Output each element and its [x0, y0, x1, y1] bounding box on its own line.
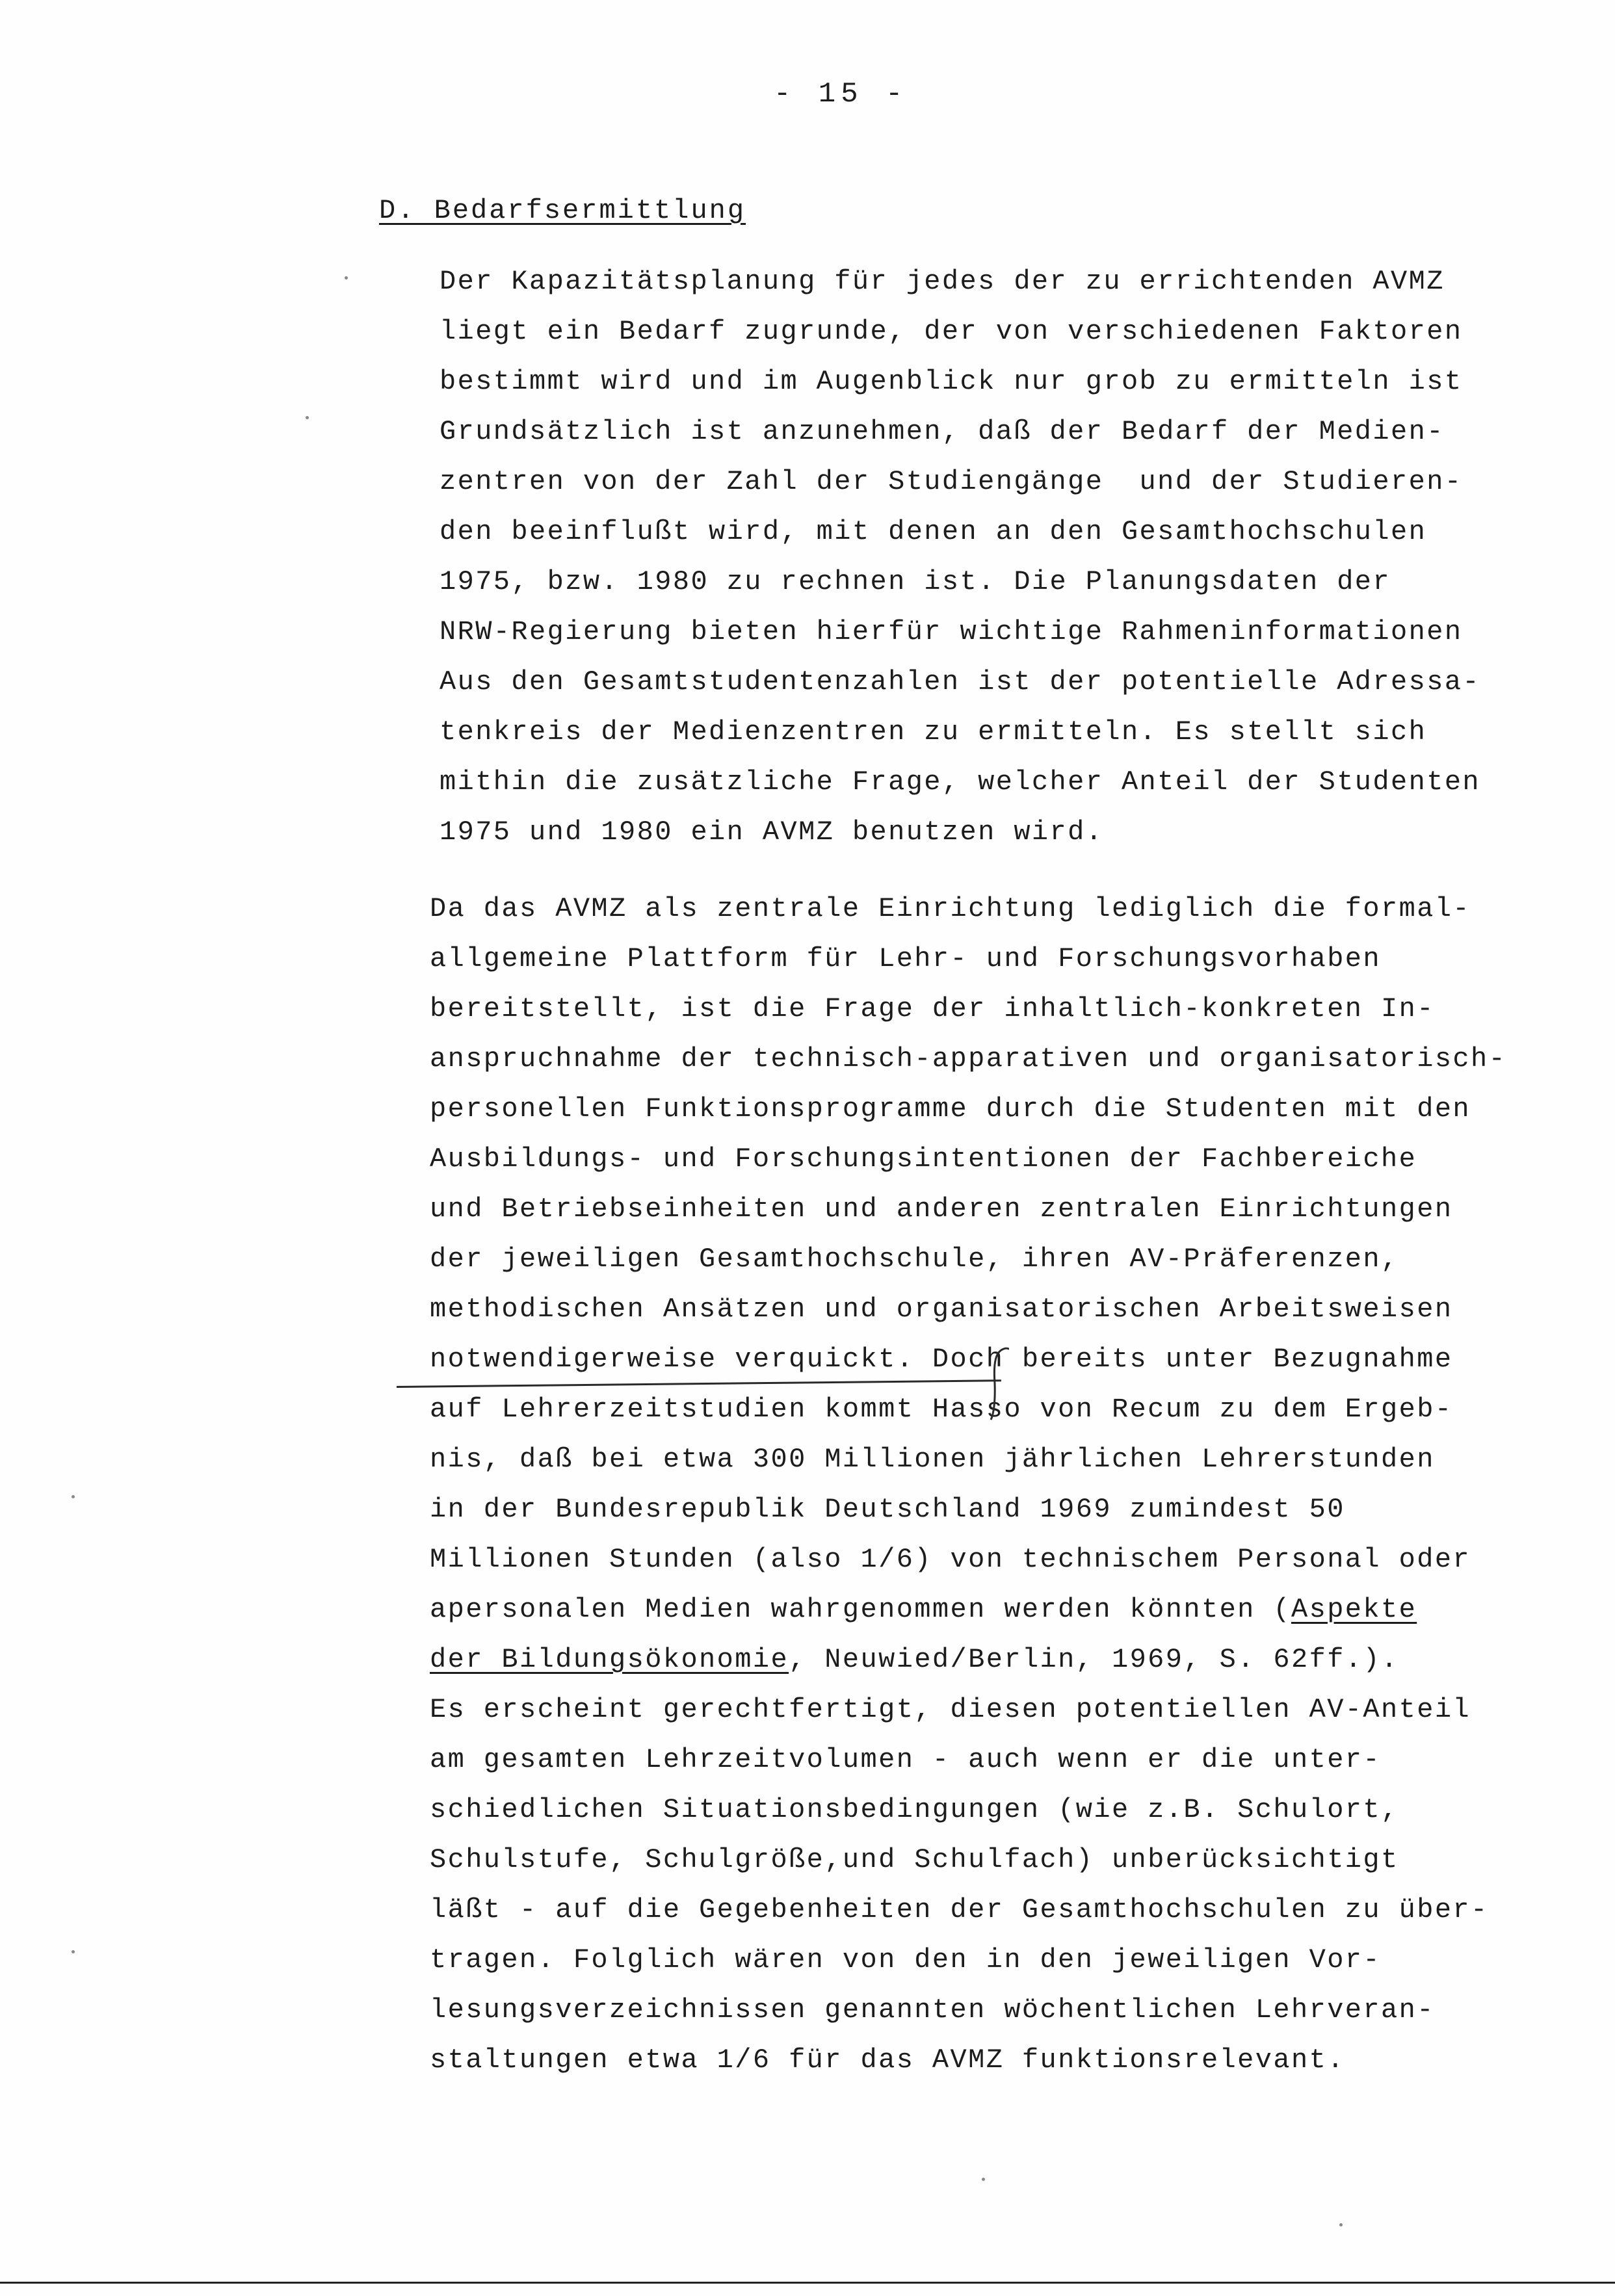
text-line: personellen Funktionsprogramme durch die Studenten mit den	[430, 1093, 1471, 1125]
section-heading	[379, 195, 746, 226]
text-line: Da das AVMZ als zentrale Einrichtung lediglich die formal-	[430, 893, 1471, 924]
text-line: bereitstellt, ist die Frage der inhaltlich-konkreten In-	[430, 993, 1435, 1024]
paragraph-capacity-planning	[440, 257, 1615, 857]
text-line: und Betriebseinheiten und anderen zentralen Einrichtungen	[430, 1194, 1453, 1225]
bottom-rule	[0, 2282, 1615, 2284]
pencil-bracket-mark	[990, 1344, 1009, 1422]
text-line: zentren von der Zahl der Studiengänge und der Studieren-	[440, 466, 1463, 497]
text-line: 1975, bzw. 1980 zu rechnen ist. Die Planungsdaten der	[440, 566, 1391, 597]
citation-title-part2: der Bildungsökonomie	[430, 1644, 789, 1675]
text-line: Grundsätzlich ist anzunehmen, daß der Bedarf der Medien-	[440, 416, 1445, 447]
citation-line	[430, 1585, 1615, 1635]
text-line: nis, daß bei etwa 300 Millionen jährlichen Lehrerstunden	[430, 1444, 1435, 1475]
citation-trail-text: , Neuwied/Berlin, 1969, S. 62ff.).	[789, 1644, 1399, 1675]
text-line: notwendigerweise verquickt. Doch bereits unter Bezugnahme	[430, 1344, 1453, 1375]
scan-speck	[982, 2178, 985, 2181]
text-line: tragen. Folglich wären von den in den jeweiligen Vor-	[430, 1944, 1382, 1976]
citation-title-part1: Aspekte	[1291, 1594, 1417, 1625]
text-line: allgemeine Plattform für Lehr- und Forschungsvorhaben	[430, 943, 1382, 974]
text-line: am gesamten Lehrzeitvolumen - auch wenn er die unter-	[430, 1744, 1382, 1775]
text-line: lesungsverzeichnissen genannten wöchentlichen Lehrveran-	[430, 1994, 1435, 2026]
text-line: bestimmt wird und im Augenblick nur grob zu ermitteln ist	[440, 366, 1463, 397]
text-line: tenkreis der Medienzentren zu ermitteln. Es stellt sich	[440, 716, 1427, 748]
scan-speck	[345, 276, 348, 280]
text-line: Der Kapazitätsplanung für jedes der zu errichtenden AVMZ	[440, 266, 1445, 297]
page-number: - 15 -	[774, 78, 908, 111]
text-line: liegt ein Bedarf zugrunde, der von verschiedenen Faktoren	[440, 316, 1463, 347]
paragraph-avmz-platform	[430, 884, 1615, 2085]
text-line: Es erscheint gerechtfertigt, diesen potentiellen AV-Anteil	[430, 1694, 1471, 1725]
text-line: Ausbildungs- und Forschungsintentionen der Fachbereiche	[430, 1143, 1417, 1175]
text-line: Schulstufe, Schulgröße,und Schulfach) unberücksichtigt	[430, 1844, 1399, 1875]
text-line: den beeinflußt wird, mit denen an den Gesamthochschulen	[440, 516, 1427, 547]
scan-speck	[72, 1495, 75, 1498]
text-line: schiedlichen Situationsbedingungen (wie z.B. Schulort,	[430, 1794, 1399, 1825]
text-line: in der Bundesrepublik Deutschland 1969 zumindest 50	[430, 1494, 1345, 1525]
section-heading-text: D. Bedarfsermittlung	[379, 195, 746, 226]
text-line: methodischen Ansätzen und organisatorischen Arbeitsweisen	[430, 1294, 1453, 1325]
text-line: NRW-Regierung bieten hierfür wichtige Rahmeninformationen	[440, 616, 1463, 647]
citation-lead-text: apersonalen Medien wahrgenommen werden könnten (	[430, 1594, 1291, 1625]
text-line: staltungen etwa 1/6 für das AVMZ funktionsrelevant.	[430, 2044, 1345, 2076]
text-line: mithin die zusätzliche Frage, welcher Anteil der Studenten	[440, 766, 1481, 798]
scan-speck	[72, 1950, 75, 1953]
citation-line	[430, 1635, 1615, 1685]
text-line: anspruchnahme der technisch-apparativen und organisatorisch-	[430, 1043, 1507, 1075]
scan-speck	[1339, 2223, 1343, 2226]
scan-speck	[306, 416, 309, 419]
text-line: auf Lehrerzeitstudien kommt Hasso von Recum zu dem Ergeb-	[430, 1394, 1453, 1425]
text-line: der jeweiligen Gesamthochschule, ihren AV-Präferenzen,	[430, 1244, 1399, 1275]
text-line: Aus den Gesamtstudentenzahlen ist der potentielle Adressa-	[440, 666, 1481, 698]
text-line: Millionen Stunden (also 1/6) von technischem Personal oder	[430, 1544, 1471, 1575]
text-line: läßt - auf die Gegebenheiten der Gesamthochschulen zu über-	[430, 1894, 1489, 1925]
text-line: 1975 und 1980 ein AVMZ benutzen wird.	[440, 816, 1104, 848]
